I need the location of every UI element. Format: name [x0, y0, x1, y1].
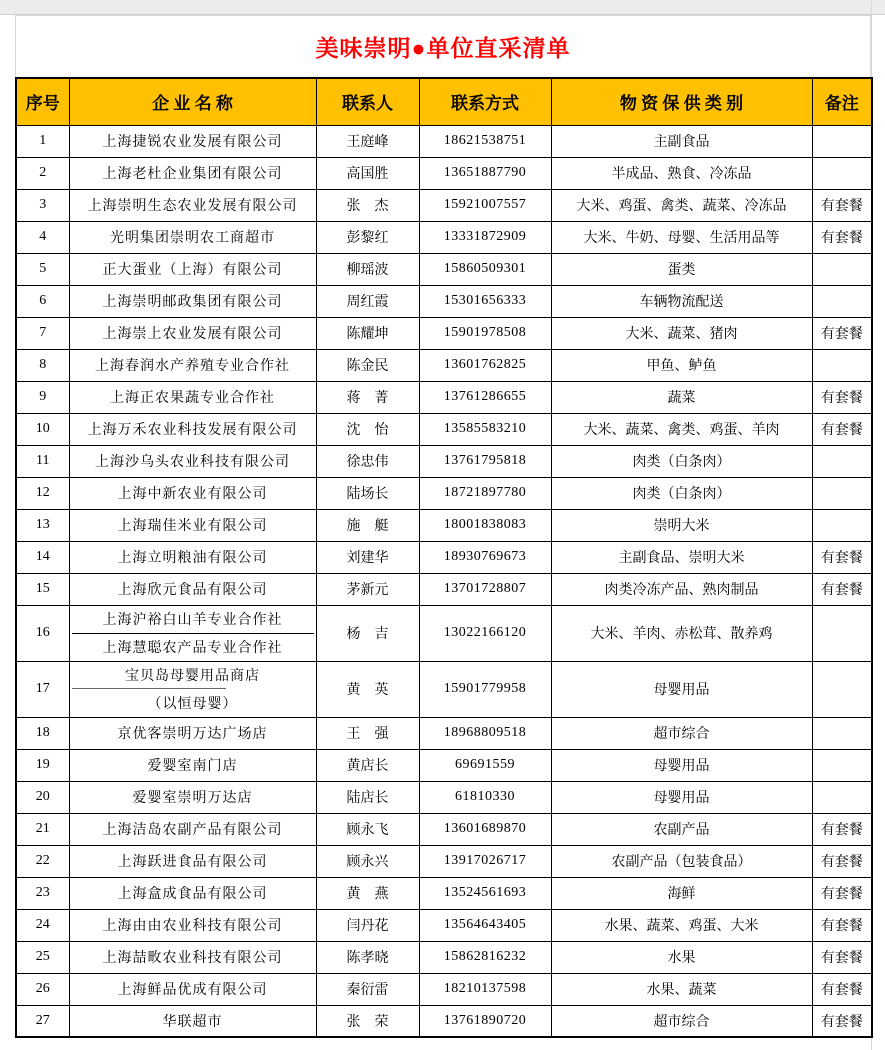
cell-company-name: 上海瑞佳米业有限公司 [69, 509, 316, 541]
cell-serial-number: 8 [16, 349, 69, 381]
cell-company-name: 上海春润水产养殖专业合作社 [69, 349, 316, 381]
document-title-bar [15, 15, 871, 77]
cell-contact-person: 刘建华 [316, 541, 419, 573]
cell-supply-category: 农副产品（包装食品） [551, 845, 812, 877]
cell-contact-phone: 18721897780 [419, 477, 551, 509]
cell-serial-number: 7 [16, 317, 69, 349]
company-name-line: 宝贝岛母婴用品商店 [72, 662, 314, 690]
cell-remark: 有套餐 [812, 941, 872, 973]
cell-remark [812, 605, 872, 661]
cell-company-name: 上海中新农业有限公司 [69, 477, 316, 509]
cell-supply-category: 水果、蔬菜、鸡蛋、大米 [551, 909, 812, 941]
spreadsheet-area [15, 15, 871, 1038]
cell-contact-person: 顾永兴 [316, 845, 419, 877]
cell-contact-person: 杨 吉 [316, 605, 419, 661]
cell-contact-phone: 18930769673 [419, 541, 551, 573]
cell-supply-category: 超市综合 [551, 1005, 812, 1037]
cell-contact-person: 徐忠伟 [316, 445, 419, 477]
cell-serial-number: 24 [16, 909, 69, 941]
cell-supply-category: 母婴用品 [551, 781, 812, 813]
cell-serial-number: 2 [16, 157, 69, 189]
cell-remark: 有套餐 [812, 877, 872, 909]
cell-remark: 有套餐 [812, 845, 872, 877]
table-row [16, 973, 872, 1005]
table-row [16, 941, 872, 973]
cell-serial-number: 25 [16, 941, 69, 973]
table-row [16, 573, 872, 605]
cell-serial-number: 16 [16, 605, 69, 661]
cell-supply-category: 母婴用品 [551, 749, 812, 781]
table-row [16, 813, 872, 845]
cell-remark [812, 349, 872, 381]
cell-contact-person: 蒋 菁 [316, 381, 419, 413]
cell-company-name: 上海盒成食品有限公司 [69, 877, 316, 909]
cell-company-name: 上海崇上农业发展有限公司 [69, 317, 316, 349]
cell-remark: 有套餐 [812, 541, 872, 573]
cell-company-name: 上海欣元食品有限公司 [69, 573, 316, 605]
cell-contact-person: 张 杰 [316, 189, 419, 221]
cell-company-name: 上海捷锐农业发展有限公司 [69, 125, 316, 157]
cell-supply-category: 崇明大米 [551, 509, 812, 541]
cell-remark [812, 253, 872, 285]
cell-company-name: 上海崇明生态农业发展有限公司 [69, 189, 316, 221]
cell-remark: 有套餐 [812, 909, 872, 941]
cell-company-name: 上海由由农业科技有限公司 [69, 909, 316, 941]
cell-supply-category: 超市综合 [551, 717, 812, 749]
cell-remark: 有套餐 [812, 317, 872, 349]
cell-remark [812, 509, 872, 541]
cell-contact-phone: 69691559 [419, 749, 551, 781]
table-body [16, 125, 872, 1037]
cell-contact-phone: 15921007557 [419, 189, 551, 221]
cell-serial-number: 23 [16, 877, 69, 909]
table-row [16, 661, 872, 717]
table-row [16, 285, 872, 317]
cell-company-name: 光明集团崇明农工商超市 [69, 221, 316, 253]
cell-serial-number: 11 [16, 445, 69, 477]
page-title: 美味崇明●单位直采清单 [315, 35, 571, 61]
cell-remark: 有套餐 [812, 973, 872, 1005]
cell-company-name: 华联超市 [69, 1005, 316, 1037]
cell-supply-category: 主副食品、崇明大米 [551, 541, 812, 573]
cell-contact-phone: 13761286655 [419, 381, 551, 413]
cell-remark [812, 749, 872, 781]
cell-supply-category: 水果、蔬菜 [551, 973, 812, 1005]
procurement-table [15, 77, 873, 1038]
cell-contact-phone: 18968809518 [419, 717, 551, 749]
cell-contact-person: 黄 燕 [316, 877, 419, 909]
cell-serial-number: 12 [16, 477, 69, 509]
table-row [16, 877, 872, 909]
cell-contact-person: 周红霞 [316, 285, 419, 317]
cell-serial-number: 3 [16, 189, 69, 221]
cell-contact-person: 秦衍雷 [316, 973, 419, 1005]
page-top-margin-strip [0, 0, 885, 15]
header-company-name: 企 业 名 称 [69, 78, 316, 125]
cell-company-name: 上海沙乌头农业科技有限公司 [69, 445, 316, 477]
table-row [16, 909, 872, 941]
cell-supply-category: 农副产品 [551, 813, 812, 845]
table-row [16, 157, 872, 189]
cell-contact-phone: 13022166120 [419, 605, 551, 661]
cell-supply-category: 大米、牛奶、母婴、生活用品等 [551, 221, 812, 253]
cell-serial-number: 9 [16, 381, 69, 413]
cell-remark: 有套餐 [812, 413, 872, 445]
cell-company-name: 正大蛋业（上海）有限公司 [69, 253, 316, 285]
cell-contact-person: 彭黎红 [316, 221, 419, 253]
cell-company-name: 爱婴室南门店 [69, 749, 316, 781]
cell-supply-category: 蛋类 [551, 253, 812, 285]
table-row [16, 189, 872, 221]
table-row [16, 349, 872, 381]
header-serial-number: 序号 [16, 78, 69, 125]
cell-remark: 有套餐 [812, 813, 872, 845]
company-name-line: 上海慧聪农产品专业合作社 [102, 641, 283, 656]
cell-supply-category: 蔬菜 [551, 381, 812, 413]
table-row [16, 221, 872, 253]
cell-serial-number: 27 [16, 1005, 69, 1037]
cell-remark [812, 157, 872, 189]
table-row [16, 1005, 872, 1037]
cell-remark: 有套餐 [812, 189, 872, 221]
cell-contact-person: 张 荣 [316, 1005, 419, 1037]
cell-contact-phone: 18621538751 [419, 125, 551, 157]
table-row [16, 445, 872, 477]
cell-contact-phone: 13585583210 [419, 413, 551, 445]
cell-contact-phone: 13917026717 [419, 845, 551, 877]
table-row [16, 253, 872, 285]
cell-supply-category: 肉类（白条肉） [551, 445, 812, 477]
cell-company-name: 上海鲜品优成有限公司 [69, 973, 316, 1005]
cell-serial-number: 17 [16, 661, 69, 717]
company-name-line: 上海沪裕白山羊专业合作社 [72, 606, 314, 634]
table-header [16, 78, 872, 125]
table-row [16, 381, 872, 413]
cell-remark [812, 445, 872, 477]
cell-remark [812, 661, 872, 717]
cell-serial-number: 20 [16, 781, 69, 813]
cell-company-name: 上海老杜企业集团有限公司 [69, 157, 316, 189]
cell-company-name: 上海跃进食品有限公司 [69, 845, 316, 877]
cell-serial-number: 26 [16, 973, 69, 1005]
cell-contact-phone: 15860509301 [419, 253, 551, 285]
cell-contact-phone: 18001838083 [419, 509, 551, 541]
table-row [16, 781, 872, 813]
cell-remark [812, 125, 872, 157]
cell-contact-person: 施 艇 [316, 509, 419, 541]
cell-contact-person: 陈孝晓 [316, 941, 419, 973]
cell-contact-phone: 13601762825 [419, 349, 551, 381]
cell-contact-phone: 15901779958 [419, 661, 551, 717]
cell-serial-number: 4 [16, 221, 69, 253]
cell-supply-category: 水果 [551, 941, 812, 973]
table-row [16, 845, 872, 877]
cell-company-name: 爱婴室崇明万达店 [69, 781, 316, 813]
company-name-stack [72, 662, 314, 717]
cell-supply-category: 母婴用品 [551, 661, 812, 717]
header-contact-phone: 联系方式 [419, 78, 551, 125]
cell-contact-person: 王庭峰 [316, 125, 419, 157]
cell-supply-category: 大米、蔬菜、禽类、鸡蛋、羊肉 [551, 413, 812, 445]
cell-remark: 有套餐 [812, 381, 872, 413]
cell-contact-phone: 18210137598 [419, 973, 551, 1005]
cell-company-name: 上海正农果蔬专业合作社 [69, 381, 316, 413]
cell-contact-phone: 61810330 [419, 781, 551, 813]
cell-serial-number: 18 [16, 717, 69, 749]
table-row [16, 749, 872, 781]
cell-supply-category: 海鲜 [551, 877, 812, 909]
cell-remark: 有套餐 [812, 1005, 872, 1037]
header-row [16, 78, 872, 125]
table-row [16, 413, 872, 445]
cell-supply-category: 车辆物流配送 [551, 285, 812, 317]
table-row [16, 717, 872, 749]
cell-contact-phone: 13331872909 [419, 221, 551, 253]
cell-company-name: 上海立明粮油有限公司 [69, 541, 316, 573]
cell-contact-phone: 13701728807 [419, 573, 551, 605]
cell-supply-category: 甲鱼、鲈鱼 [551, 349, 812, 381]
cell-company-name: 上海万禾农业科技发展有限公司 [69, 413, 316, 445]
cell-contact-phone: 15862816232 [419, 941, 551, 973]
table-row [16, 541, 872, 573]
cell-supply-category: 主副食品 [551, 125, 812, 157]
table-row [16, 509, 872, 541]
table-row [16, 125, 872, 157]
cell-supply-category: 大米、鸡蛋、禽类、蔬菜、冷冻品 [551, 189, 812, 221]
cell-serial-number: 19 [16, 749, 69, 781]
table-row [16, 605, 872, 661]
cell-company-name: 上海崇明邮政集团有限公司 [69, 285, 316, 317]
cell-remark [812, 717, 872, 749]
cell-serial-number: 22 [16, 845, 69, 877]
cell-contact-person: 顾永飞 [316, 813, 419, 845]
cell-remark [812, 781, 872, 813]
cell-contact-person: 高国胜 [316, 157, 419, 189]
cell-serial-number: 14 [16, 541, 69, 573]
cell-supply-category: 肉类（白条肉） [551, 477, 812, 509]
cell-contact-person: 柳瑶波 [316, 253, 419, 285]
cell-supply-category: 大米、羊肉、赤松茸、散养鸡 [551, 605, 812, 661]
table-row [16, 477, 872, 509]
cell-contact-phone: 15901978508 [419, 317, 551, 349]
cell-contact-person: 沈 怡 [316, 413, 419, 445]
cell-company-name: 上海洁岛农副产品有限公司 [69, 813, 316, 845]
cell-serial-number: 6 [16, 285, 69, 317]
cell-contact-person: 黄店长 [316, 749, 419, 781]
cell-serial-number: 5 [16, 253, 69, 285]
header-supply-category: 物 资 保 供 类 别 [551, 78, 812, 125]
cell-contact-person: 陆场长 [316, 477, 419, 509]
cell-serial-number: 10 [16, 413, 69, 445]
header-contact-person: 联系人 [316, 78, 419, 125]
company-name-stack [72, 606, 314, 661]
cell-contact-phone: 13761890720 [419, 1005, 551, 1037]
cell-supply-category: 大米、蔬菜、猪肉 [551, 317, 812, 349]
cell-supply-category: 半成品、熟食、冷冻品 [551, 157, 812, 189]
cell-company-name: 京优客崇明万达广场店 [69, 717, 316, 749]
company-name-line: （以恒母婴） [147, 696, 238, 712]
cell-company-name: 上海喆畋农业科技有限公司 [69, 941, 316, 973]
cell-serial-number: 15 [16, 573, 69, 605]
cell-company-name [69, 661, 316, 717]
cell-serial-number: 13 [16, 509, 69, 541]
cell-contact-phone: 15301656333 [419, 285, 551, 317]
cell-contact-person: 黄 英 [316, 661, 419, 717]
cell-contact-phone: 13761795818 [419, 445, 551, 477]
cell-contact-phone: 13601689870 [419, 813, 551, 845]
cell-supply-category: 肉类冷冻产品、熟肉制品 [551, 573, 812, 605]
cell-remark: 有套餐 [812, 573, 872, 605]
cell-remark [812, 285, 872, 317]
cell-contact-person: 闫丹花 [316, 909, 419, 941]
cell-contact-person: 陆店长 [316, 781, 419, 813]
cell-contact-person: 陈耀坤 [316, 317, 419, 349]
cell-contact-person: 王 强 [316, 717, 419, 749]
cell-serial-number: 21 [16, 813, 69, 845]
cell-contact-phone: 13524561693 [419, 877, 551, 909]
cell-remark: 有套餐 [812, 221, 872, 253]
cell-company-name [69, 605, 316, 661]
cell-serial-number: 1 [16, 125, 69, 157]
cell-contact-phone: 13651887790 [419, 157, 551, 189]
cell-contact-phone: 13564643405 [419, 909, 551, 941]
cell-contact-person: 茅新元 [316, 573, 419, 605]
cell-contact-person: 陈金民 [316, 349, 419, 381]
header-remark: 备注 [812, 78, 872, 125]
table-row [16, 317, 872, 349]
cell-remark [812, 477, 872, 509]
